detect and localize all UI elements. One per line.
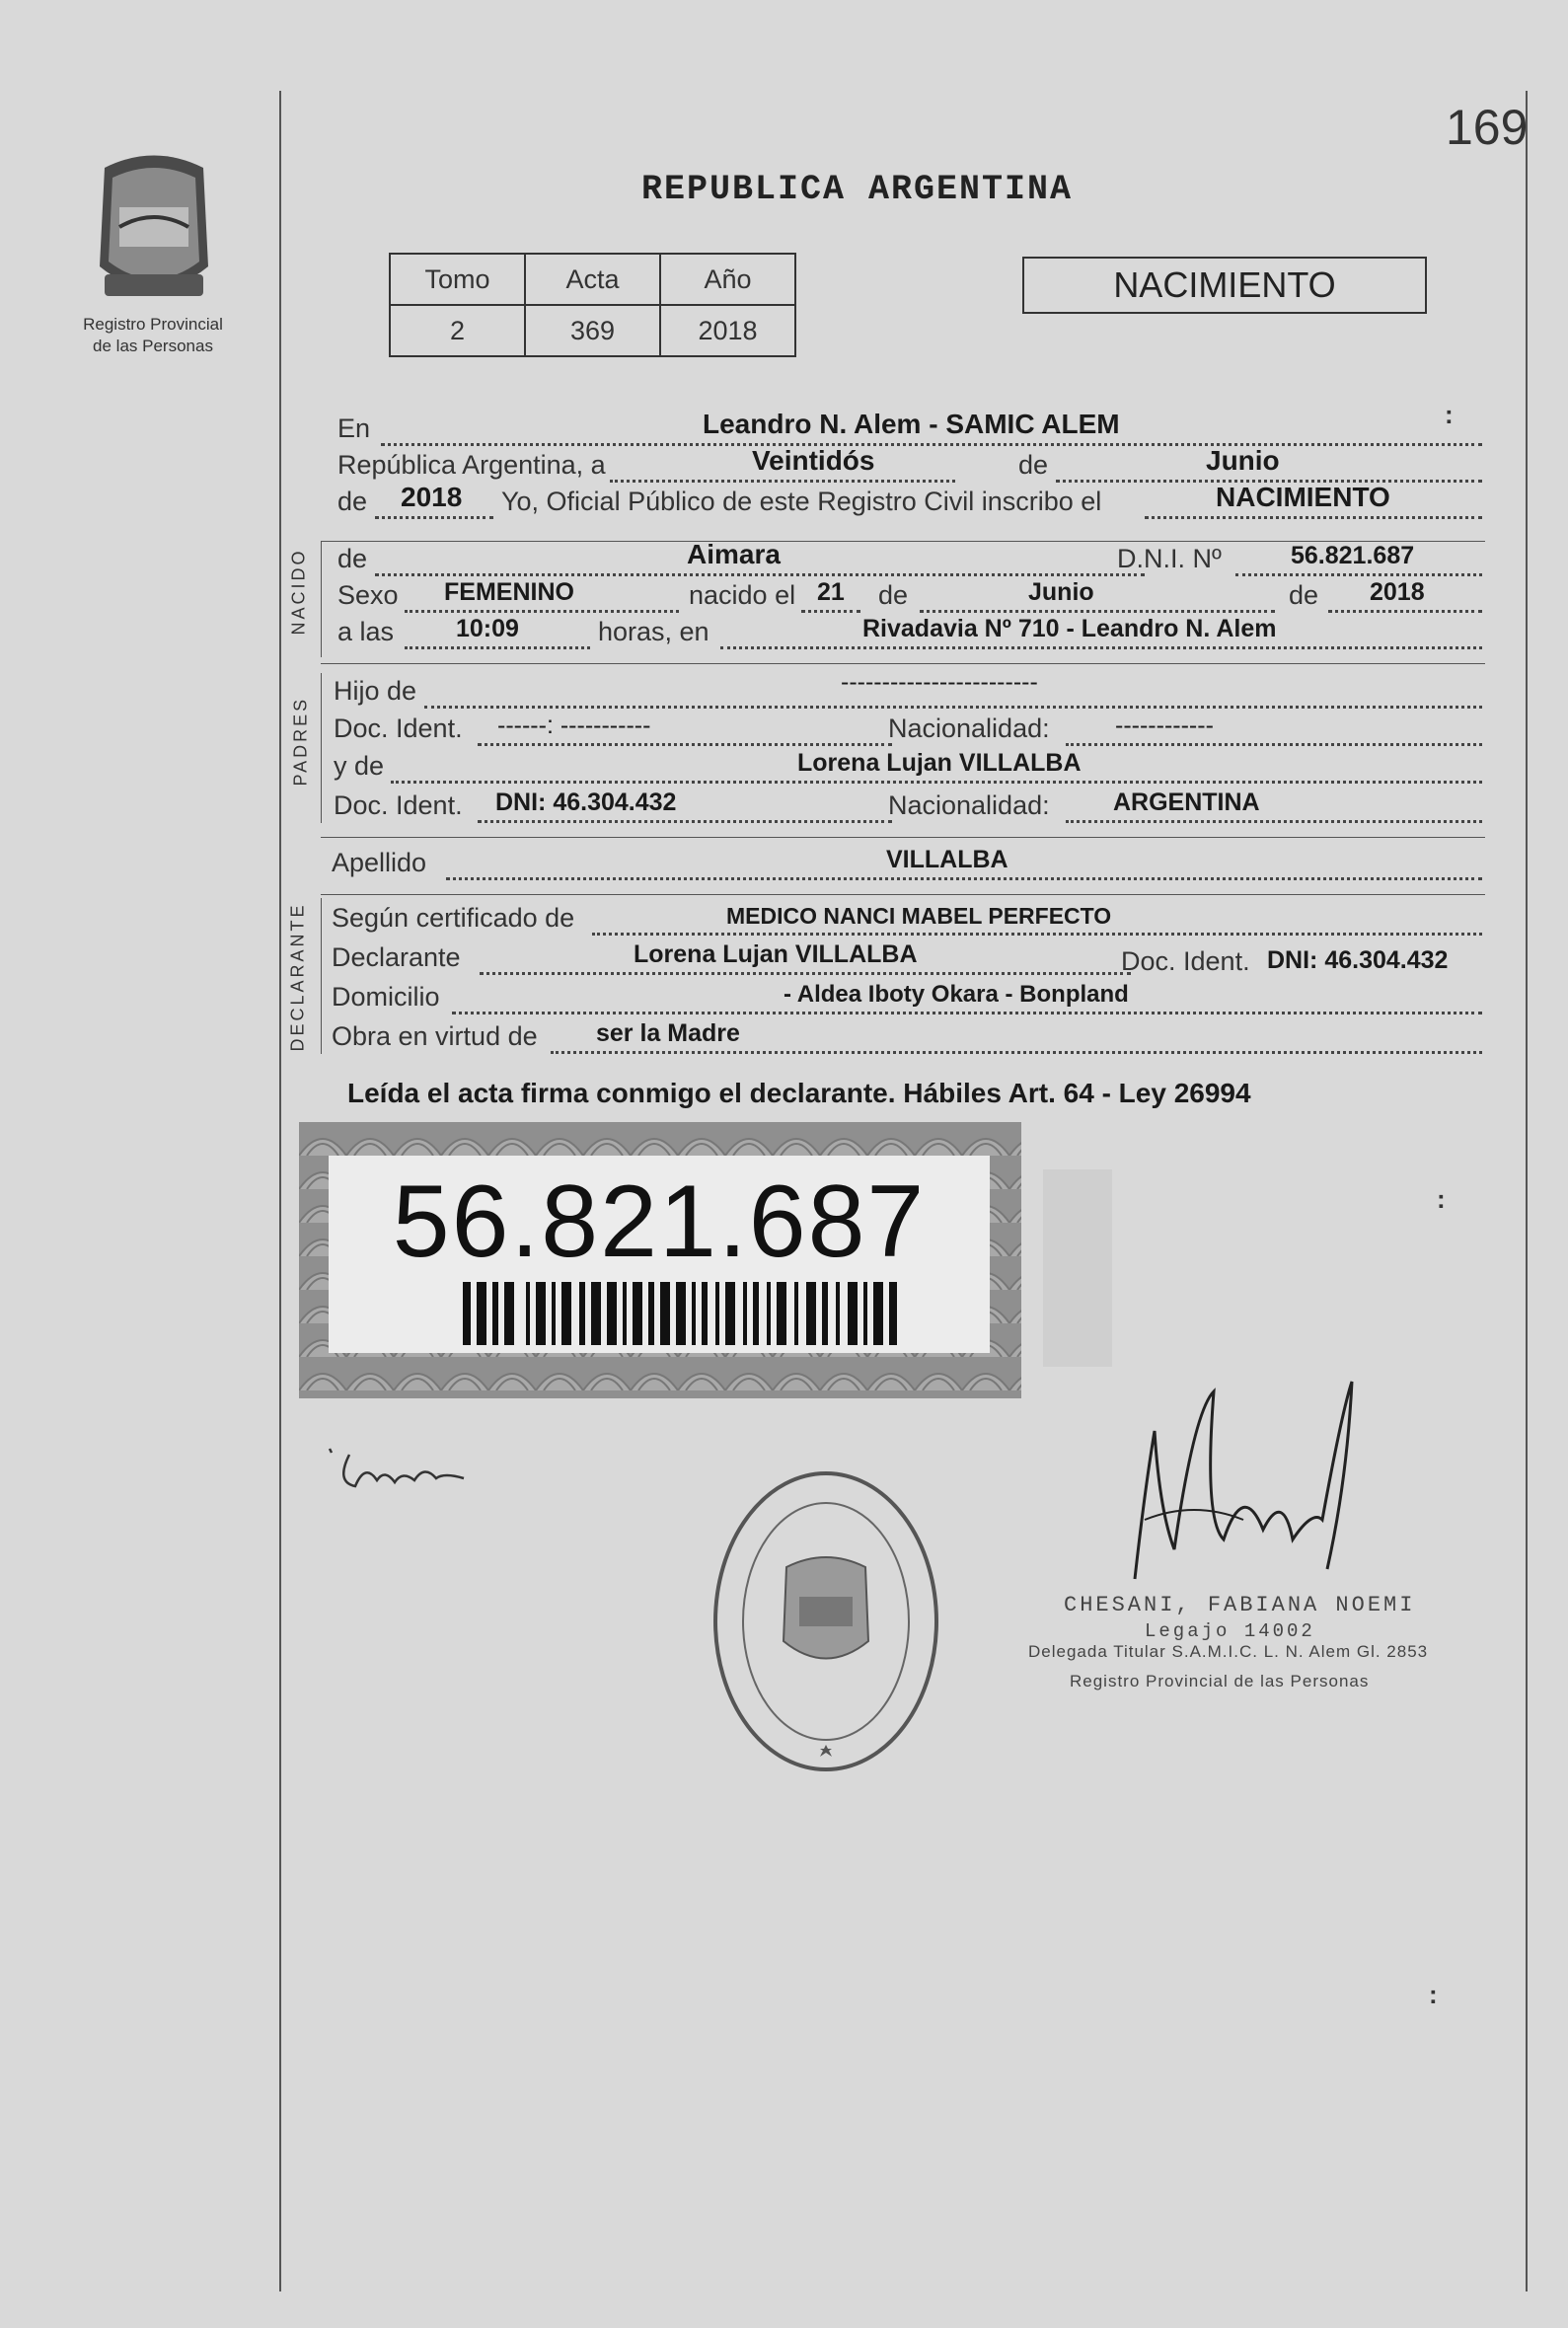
label-declarante: Declarante [332, 942, 461, 972]
value-dia: Veintidós [752, 445, 875, 476]
value-nac2: ARGENTINA [1113, 789, 1260, 816]
right-margin-line [1526, 91, 1528, 2291]
logo-caption-line1: Registro Provincial [83, 315, 223, 334]
label-doc1: Doc. Ident. [334, 713, 463, 743]
label-en: En [337, 413, 371, 443]
row-anio [337, 482, 1482, 521]
section-label-nacido: NACIDO [288, 548, 309, 636]
value-dni: 56.821.687 [1291, 542, 1415, 569]
logo-caption [54, 314, 252, 357]
value-domicilio: - Aldea Iboty Okara - Bonpland [784, 981, 1129, 1008]
label-de-anio-nac: de [1289, 580, 1319, 610]
value-obra: ser la Madre [596, 1019, 740, 1047]
label-nacido-el: nacido el [689, 580, 796, 610]
document-type-box: NACIMIENTO [1022, 257, 1427, 314]
row-doc1 [334, 713, 1482, 748]
value-doc-declarante: DNI: 46.304.432 [1267, 946, 1449, 974]
label-de-anio: de [337, 487, 368, 516]
label-republica: República Argentina, a [337, 450, 606, 480]
section-label-padres: PADRES [290, 696, 311, 787]
left-margin-line [279, 91, 281, 2291]
table-value-anio: 2018 [660, 305, 795, 356]
registry-table [389, 253, 796, 357]
label-a-las: a las [337, 617, 395, 646]
value-padre: ------------------------ [841, 668, 1038, 696]
barcode [463, 1282, 897, 1345]
province-logo [85, 148, 223, 311]
value-lugar: Rivadavia Nº 710 - Leandro N. Alem [862, 615, 1277, 642]
label-apellido: Apellido [332, 848, 427, 877]
value-sexo: FEMENINO [444, 578, 574, 606]
row-declarante [332, 941, 1482, 977]
row-fecha [337, 445, 1482, 485]
section-label-declarante: DECLARANTE [287, 902, 308, 1052]
row-doc2 [334, 789, 1482, 825]
value-anio-nac: 2018 [1370, 578, 1425, 606]
document-title: REPUBLICA ARGENTINA [641, 170, 1074, 209]
legal-note: Leída el acta firma conmigo el declarante. Hábiles Art. 64 - Ley 26994 [347, 1078, 1251, 1108]
dni-number: 56.821.687 [392, 1164, 927, 1279]
margin-mark: : [1437, 1184, 1446, 1214]
table-header-acta: Acta [525, 254, 660, 305]
official-organization: Registro Provincial de las Personas [1070, 1672, 1370, 1690]
label-y-de: y de [334, 751, 385, 781]
row-apellido [332, 847, 1482, 882]
value-doc2: DNI: 46.304.432 [495, 789, 677, 816]
row-nacido-nombre [337, 539, 1482, 578]
official-role: Delegada Titular S.A.M.I.C. L. N. Alem Gl. 2853 [1028, 1642, 1429, 1661]
value-anio: 2018 [401, 482, 463, 512]
label-de-nombre: de [337, 544, 368, 573]
label-sexo: Sexo [337, 580, 399, 610]
value-doc1: ------: ----------- [497, 712, 651, 739]
page-number: 169 [1446, 100, 1529, 155]
side-stamp [1043, 1169, 1112, 1367]
row-nacido-hora [337, 616, 1482, 651]
value-tipo: NACIMIENTO [1216, 482, 1390, 512]
value-nac1: ------------ [1115, 712, 1214, 739]
value-certificado: MEDICO NANCI MABEL PERFECTO [726, 903, 1112, 929]
value-apellido: VILLALBA [886, 846, 1008, 873]
label-domicilio: Domicilio [332, 982, 440, 1012]
table-value-acta: 369 [525, 305, 660, 356]
label-de-mes: de [1018, 450, 1049, 480]
label-dni: D.N.I. Nº [1117, 544, 1222, 573]
label-inscribo: Yo, Oficial Público de este Registro Civil inscribo el [501, 487, 1102, 516]
table-header-tomo: Tomo [390, 254, 525, 305]
value-en: Leandro N. Alem - SAMIC ALEM [703, 409, 1120, 439]
label-obra: Obra en virtud de [332, 1021, 538, 1051]
value-hora: 10:09 [456, 615, 519, 642]
value-dia-nac: 21 [817, 578, 845, 606]
dni-barcode-label [299, 1122, 1021, 1398]
row-nacido-sexo [337, 579, 1482, 615]
row-en [337, 409, 1482, 448]
logo-caption-line2: de las Personas [93, 337, 213, 355]
official-name: CHESANI, FABIANA NOEMI [1064, 1593, 1416, 1617]
row-certificado [332, 902, 1482, 938]
label-certificado: Según certificado de [332, 903, 575, 933]
value-madre: Lorena Lujan VILLALBA [797, 749, 1082, 777]
label-nac1: Nacionalidad: [888, 713, 1050, 743]
value-mes: Junio [1206, 445, 1280, 476]
label-doc-declarante: Doc. Ident. [1121, 946, 1250, 976]
value-declarante: Lorena Lujan VILLALBA [634, 940, 918, 968]
official-legajo: Legajo 14002 [1145, 1620, 1315, 1642]
table-value-tomo: 2 [390, 305, 525, 356]
margin-mark: : [1445, 400, 1454, 429]
row-y-de [334, 750, 1482, 786]
declarant-signature [326, 1443, 484, 1507]
row-hijo-de [334, 668, 1482, 711]
label-de-mes-nac: de [878, 580, 909, 610]
margin-mark: : [1429, 1980, 1438, 2009]
official-signature [1115, 1372, 1372, 1599]
label-hijo-de: Hijo de [334, 676, 417, 706]
value-nombre: Aimara [687, 539, 781, 569]
row-obra [332, 1020, 1482, 1056]
value-mes-nac: Junio [1028, 578, 1094, 606]
row-domicilio [332, 981, 1482, 1016]
label-nac2: Nacionalidad: [888, 790, 1050, 820]
label-doc2: Doc. Ident. [334, 790, 463, 820]
table-header-anio: Año [660, 254, 795, 305]
official-seal [703, 1459, 949, 1784]
label-horas-en: horas, en [598, 617, 709, 646]
